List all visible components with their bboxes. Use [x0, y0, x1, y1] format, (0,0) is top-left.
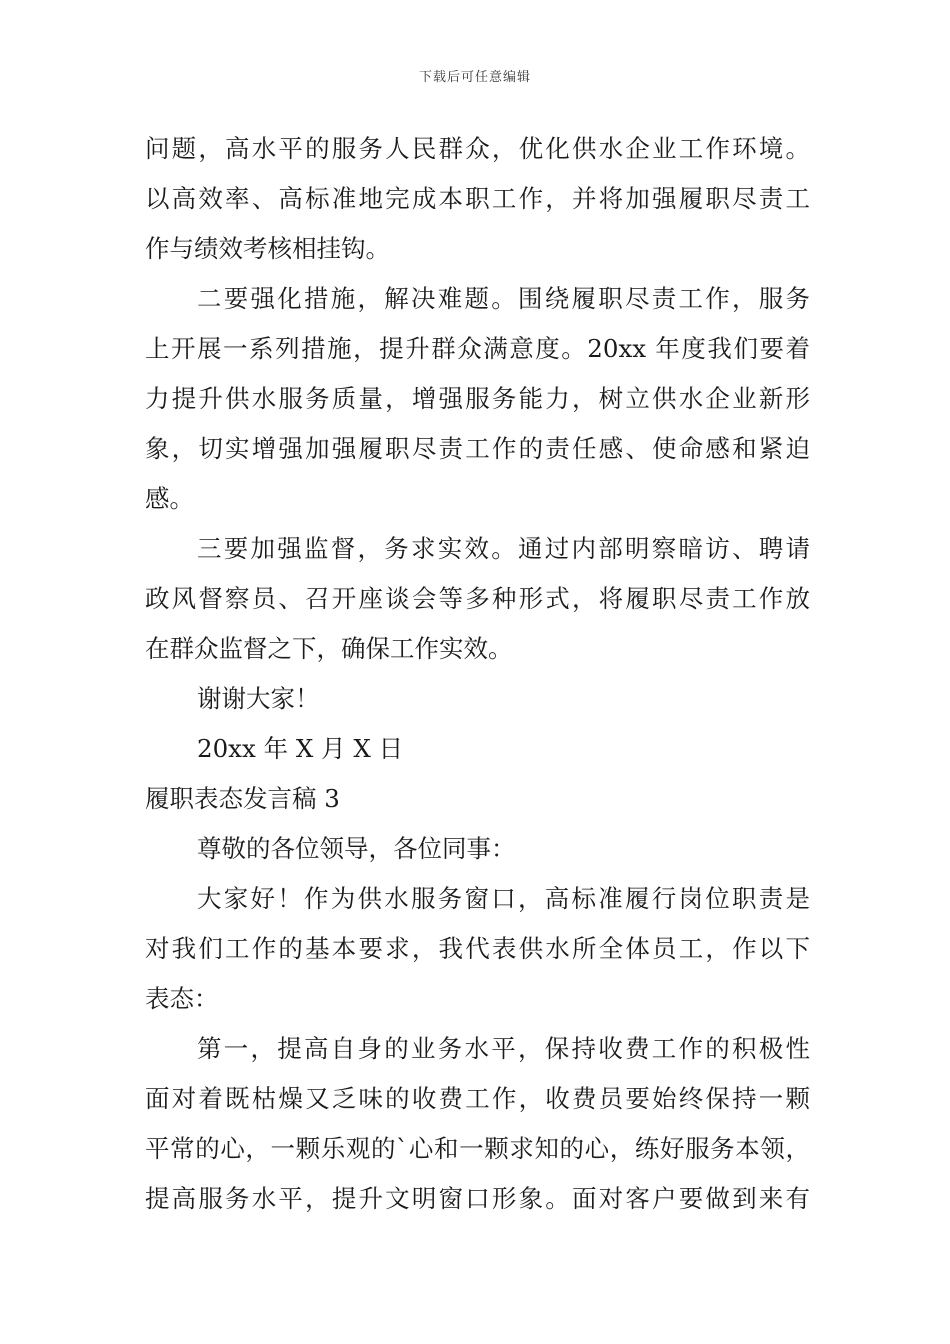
page-header: 下载后可任意编辑 [418, 70, 531, 85]
closing-thanks: 谢谢大家！ [197, 684, 320, 713]
paragraph-start-line: 第一，提高自身的业务水平，保持收费工作的积极性 [197, 1034, 810, 1063]
paragraph-start-line: 大家好！作为供水服务窗口，高标准履行岗位职责是 [197, 884, 810, 913]
text-line: 对我们工作的基本要求，我代表供水所全体员工，作以下 [145, 934, 810, 963]
text-line: 表态： [145, 984, 219, 1013]
text-line: 以高效率、高标准地完成本职工作，并将加强履职尽责工 [145, 184, 810, 213]
date-line: 20xx 年 X 月 X 日 [197, 734, 404, 763]
text-line: 平常的心，一颗乐观的`心和一颗求知的心，练好服务本领， [145, 1134, 810, 1163]
text-line: 感。 [145, 484, 194, 513]
text-line: 面对着既枯燥又乏味的收费工作，收费员要始终保持一颗 [145, 1084, 810, 1113]
salutation: 尊敬的各位领导，各位同事： [197, 834, 516, 863]
text-line: 在群众监督之下，确保工作实效。 [145, 634, 513, 663]
text-line: 力提升供水服务质量，增强服务能力，树立供水企业新形 [145, 384, 810, 413]
text-line: 作与绩效考核相挂钩。 [145, 234, 390, 263]
text-line: 象，切实增强加强履职尽责工作的责任感、使命感和紧迫 [145, 434, 810, 463]
paragraph-start-line: 二要强化措施，解决难题。围绕履职尽责工作，服务 [197, 284, 810, 313]
section-title: 履职表态发言稿 3 [145, 784, 340, 813]
document-body [145, 124, 810, 1224]
text-line: 政风督察员、召开座谈会等多种形式，将履职尽责工作放 [145, 584, 810, 613]
text-line: 问题，高水平的服务人民群众，优化供水企业工作环境。 [145, 134, 810, 163]
text-line: 上开展一系列措施，提升群众满意度。20xx 年度我们要着 [145, 334, 810, 363]
paragraph-start-line: 三要加强监督，务求实效。通过内部明察暗访、聘请 [197, 534, 810, 563]
text-line: 提高服务水平，提升文明窗口形象。面对客户要做到来有 [145, 1184, 810, 1213]
